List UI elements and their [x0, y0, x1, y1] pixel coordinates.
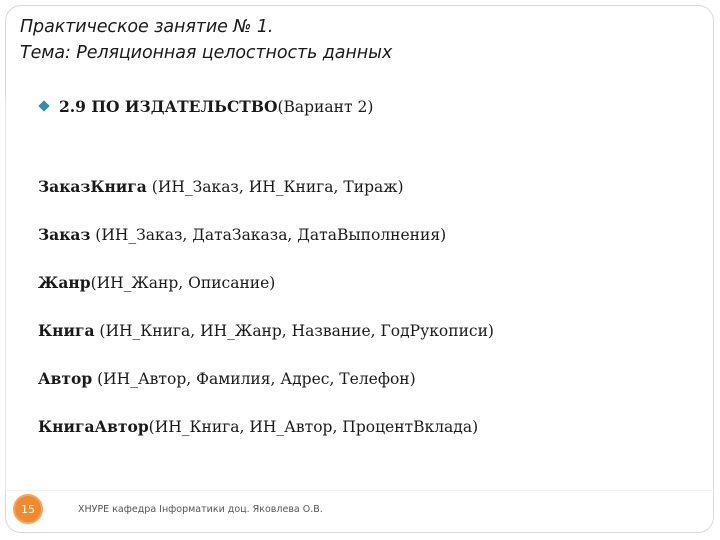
relation-attributes: (ИН_Жанр, Описание)	[90, 274, 276, 292]
diamond-bullet-icon	[38, 100, 49, 111]
slide-number-badge: 15	[13, 494, 43, 524]
relation-name: Книга	[38, 321, 95, 340]
relation-attributes: (ИН_Автор, Фамилия, Адрес, Телефон)	[92, 370, 416, 388]
bullet-rest-text: (Вариант 2)	[277, 97, 374, 116]
title-line-1: Практическое занятие № 1.	[20, 17, 274, 37]
bullet-bold-text: 2.9 ПО ИЗДАТЕЛЬСТВО	[59, 97, 278, 116]
relation-name: ЗаказКнига	[38, 177, 147, 196]
bottom-divider	[5, 490, 714, 491]
relation-name: Автор	[38, 369, 93, 388]
relation-line	[38, 369, 416, 388]
slide-title	[20, 14, 392, 66]
bullet-item	[40, 97, 373, 116]
relation-attributes: (ИН_Заказ, ДатаЗаказа, ДатаВыполнения)	[90, 226, 447, 244]
relation-attributes: (ИН_Заказ, ИН_Книга, Тираж)	[146, 178, 404, 196]
relation-line	[38, 225, 446, 244]
relation-name: Заказ	[38, 225, 91, 244]
left-divider	[5, 98, 6, 490]
slide-frame	[5, 5, 714, 533]
relation-line	[38, 273, 275, 292]
relation-line	[38, 417, 478, 436]
relation-attributes: (ИН_Книга, ИН_Жанр, Название, ГодРукописи)	[94, 322, 494, 340]
relation-attributes: (ИН_Книга, ИН_Автор, ПроцентВклада)	[148, 418, 479, 436]
title-line-2: Тема: Реляционная целостность данных	[20, 43, 393, 63]
relation-name: Жанр	[38, 273, 91, 292]
relation-name: КнигаАвтор	[38, 417, 149, 436]
relation-line	[38, 177, 404, 196]
relation-line	[38, 321, 494, 340]
footer-text: ХНУРЕ кафедра Інформатики доц. Яковлева О.В.	[78, 504, 323, 515]
